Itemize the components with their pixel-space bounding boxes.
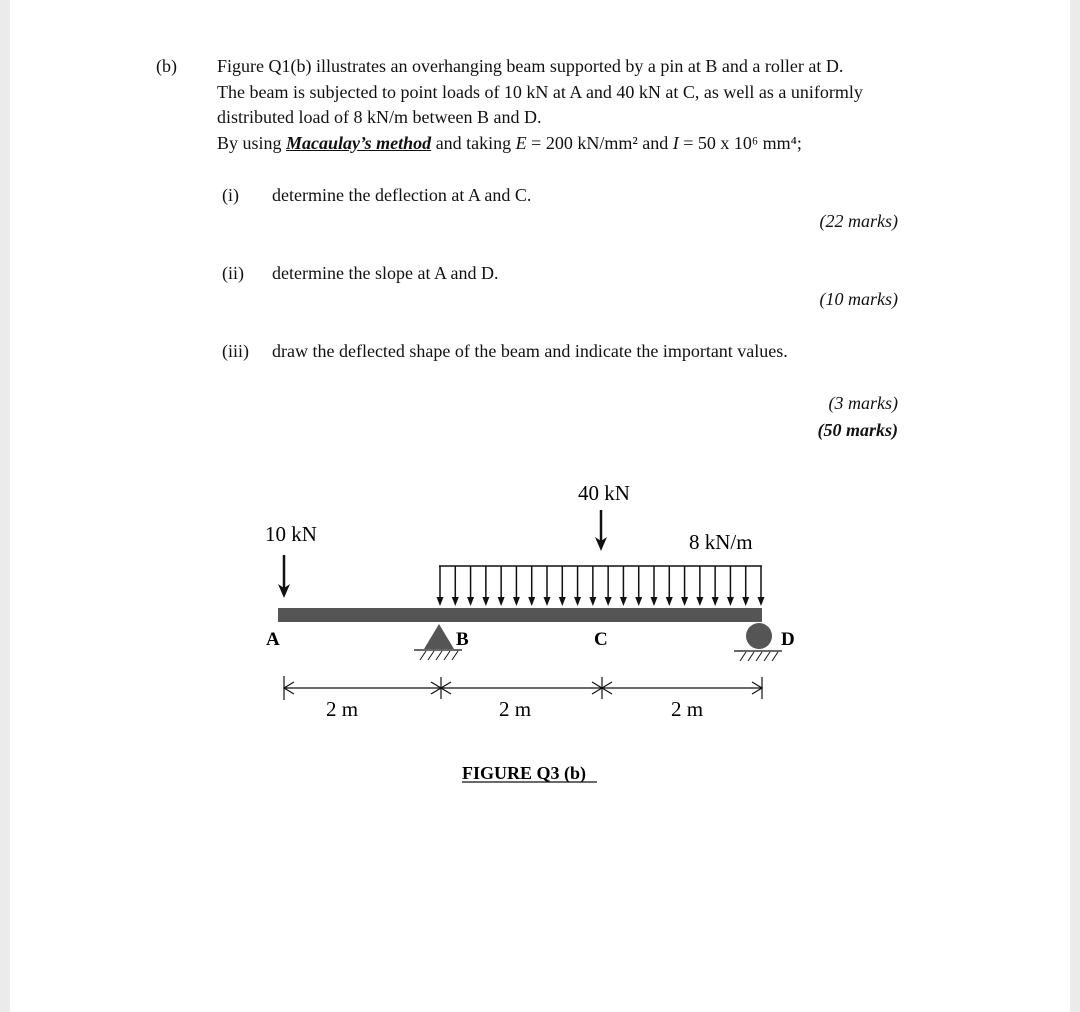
subpart-ii-number: (ii) xyxy=(222,263,244,283)
point-load-a-arrow xyxy=(278,555,290,598)
part-label: (b) xyxy=(156,56,177,76)
point-load-c-arrow xyxy=(595,510,607,551)
pin-support-b xyxy=(414,624,462,660)
udl-arrow xyxy=(482,566,489,606)
point-b-label: B xyxy=(456,629,469,650)
udl-arrow xyxy=(498,566,505,606)
udl-arrow xyxy=(758,566,765,606)
total-marks: (50 marks) xyxy=(817,420,898,440)
udl-arrow xyxy=(727,566,734,606)
load-a-label: 10 kN xyxy=(265,522,317,546)
udl-arrow xyxy=(528,566,535,606)
udl-arrow xyxy=(620,566,627,606)
document-page xyxy=(10,0,1070,1012)
udl-arrow xyxy=(452,566,459,606)
subpart-i-marks: (22 marks) xyxy=(819,211,898,231)
span-cd-label: 2 m xyxy=(671,697,704,721)
macaulay-method-term: Macaulay’s method xyxy=(286,132,432,153)
udl-arrow xyxy=(681,566,688,606)
subpart-i-text: determine the deflection at A and C. xyxy=(272,185,532,205)
subpart-iii-number: (iii) xyxy=(222,341,249,361)
span-bc-label: 2 m xyxy=(499,697,532,721)
udl-arrow xyxy=(437,566,444,606)
udl-arrow xyxy=(513,566,520,606)
question-line-3: distributed load of 8 kN/m between B and D. xyxy=(217,107,542,127)
udl-arrow xyxy=(635,566,642,606)
subpart-i-number: (i) xyxy=(222,185,239,205)
udl-arrow xyxy=(589,566,596,606)
udl-arrow xyxy=(696,566,703,606)
question-line-4: By using Macaulay’s method and taking E = 200 kN/mm² and I = 50 x 10⁶ mm⁴; xyxy=(217,132,802,153)
point-d-label: D xyxy=(781,629,795,650)
udl-arrows xyxy=(437,566,765,606)
figure-caption: FIGURE Q3 (b) xyxy=(462,763,587,783)
point-a-label: A xyxy=(266,629,280,650)
beam-figure xyxy=(10,0,1070,1012)
udl-arrow xyxy=(559,566,566,606)
udl-arrow xyxy=(651,566,658,606)
question-line-2: The beam is subjected to point loads of 10 kN at A and 40 kN at C, as well as a uniformly xyxy=(217,81,863,102)
point-c-label: C xyxy=(594,629,608,650)
udl-arrow xyxy=(544,566,551,606)
roller-support-d xyxy=(734,623,782,661)
udl-arrow xyxy=(605,566,612,606)
udl-label: 8 kN/m xyxy=(689,530,753,554)
question-line-1: Figure Q1(b) illustrates an overhanging beam supported by a pin at B and a roller at D. xyxy=(217,56,844,76)
beam xyxy=(278,608,762,622)
udl-arrow xyxy=(574,566,581,606)
subpart-iii-marks: (3 marks) xyxy=(828,393,898,413)
load-c-label: 40 kN xyxy=(578,481,630,505)
udl-arrow xyxy=(742,566,749,606)
udl-arrow xyxy=(712,566,719,606)
subpart-ii-marks: (10 marks) xyxy=(819,289,898,309)
udl-arrow xyxy=(467,566,474,606)
span-ab-label: 2 m xyxy=(326,697,359,721)
subpart-ii-text: determine the slope at A and D. xyxy=(272,263,499,283)
udl-arrow xyxy=(666,566,673,606)
subpart-iii-text: draw the deflected shape of the beam and indicate the important values. xyxy=(272,341,788,361)
